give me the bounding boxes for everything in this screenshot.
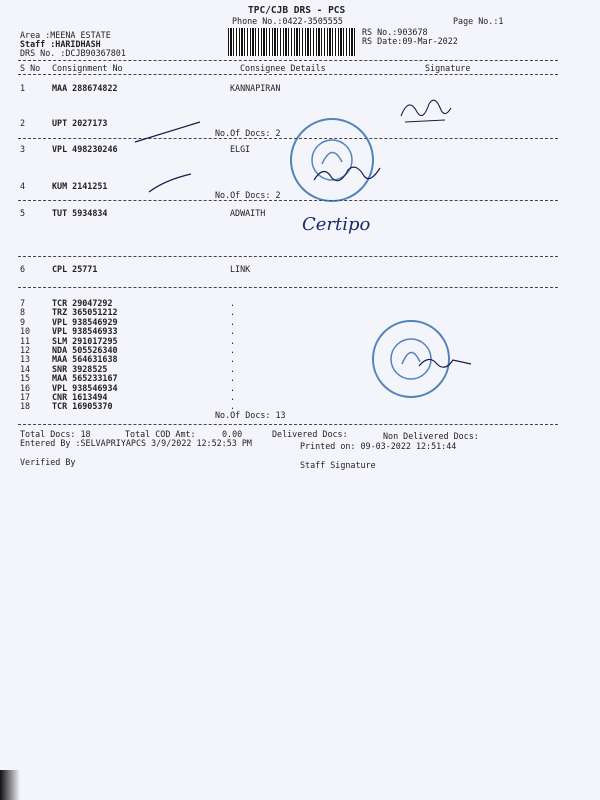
docs-count: No.Of Docs: 2 <box>215 128 281 138</box>
row-sno: 3 <box>20 144 26 154</box>
row-consignee: . <box>230 335 236 346</box>
pen-mark <box>130 118 210 148</box>
divider <box>18 74 558 75</box>
delivered-docs: Delivered Docs: <box>272 429 348 439</box>
column-consignment: Consignment No <box>52 63 123 73</box>
non-delivered-docs: Non Delivered Docs: <box>383 431 479 441</box>
row-consignment: TCR 16905370 <box>52 401 113 412</box>
row-consignment: TUT 5934834 <box>52 208 108 218</box>
row-sno: 4 <box>20 181 26 191</box>
entered-by: Entered By :SELVAPRIYAPCS 3/9/2022 12:52:53 PM <box>20 438 252 448</box>
row-consignee: . <box>230 345 236 355</box>
column-sno: S No <box>20 63 41 73</box>
total-docs: Total Docs: 18 <box>20 429 91 439</box>
divider <box>18 138 558 139</box>
docs-count: No.Of Docs: 13 <box>215 410 286 420</box>
row-sno: 13 <box>20 354 31 365</box>
row-consignment: SNR 3928525 <box>52 363 108 374</box>
document-title: TPC/CJB DRS - PCS <box>248 5 346 16</box>
row-consignment: VPL 938546933 <box>52 326 118 337</box>
row-consignment: VPL 938546929 <box>52 316 118 327</box>
row-consignment: MAA 564631638 <box>52 354 118 365</box>
row-sno: 10 <box>20 326 31 337</box>
row-consignee: . <box>230 307 236 318</box>
row-consignment: CNR 1613494 <box>52 392 108 402</box>
divider <box>18 287 558 288</box>
total-cod-label: Total COD Amt: <box>125 429 196 439</box>
row-consignee: . <box>230 401 236 412</box>
phone-number: Phone No.:0422-3505555 <box>232 16 343 26</box>
page-number: Page No.:1 <box>453 16 504 26</box>
row-consignment: CPL 25771 <box>52 264 98 274</box>
row-consignment: NDA 505526340 <box>52 345 118 355</box>
staff-signature: Staff Signature <box>300 460 376 470</box>
row-consignee: LINK <box>230 264 251 274</box>
row-consignee: . <box>230 373 236 384</box>
divider <box>18 424 558 425</box>
row-consignee: . <box>230 298 236 308</box>
pen-mark <box>145 170 195 198</box>
row-consignee: . <box>230 363 236 374</box>
divider <box>18 256 558 257</box>
row-consignee: . <box>230 354 236 365</box>
row-consignment: UPT 2027173 <box>52 118 108 128</box>
row-consignee: . <box>230 316 236 327</box>
row-sno: 1 <box>20 83 26 93</box>
column-consignee: Consignee Details <box>240 63 326 73</box>
row-sno: 7 <box>20 298 26 308</box>
handwritten-signature: Certipo <box>302 214 371 235</box>
row-sno: 18 <box>20 401 31 412</box>
row-sno: 6 <box>20 264 26 274</box>
verified-by: Verified By <box>20 457 76 467</box>
rs-number: RS No.:903678 <box>362 27 428 37</box>
row-consignment: MAA 565233167 <box>52 373 118 384</box>
row-sno: 14 <box>20 363 31 374</box>
signature-scribble <box>310 158 390 188</box>
row-consignee: ELGI <box>230 144 251 154</box>
signature-scribble <box>415 350 475 374</box>
row-consignee: . <box>230 382 236 393</box>
area-label: Area :MEENA ESTATE <box>20 30 111 40</box>
rs-date: RS Date:09-Mar-2022 <box>362 36 458 46</box>
row-consignee: . <box>230 326 236 337</box>
column-signature: Signature <box>425 63 471 73</box>
row-consignee: . <box>230 392 236 402</box>
row-sno: 8 <box>20 307 26 318</box>
divider <box>18 60 558 61</box>
docs-count: No.Of Docs: 2 <box>215 190 281 200</box>
signature-scribble <box>395 92 455 132</box>
row-consignment: TRZ 365051212 <box>52 307 118 318</box>
row-consignment: MAA 288674822 <box>52 83 118 93</box>
row-sno: 11 <box>20 335 31 346</box>
row-sno: 12 <box>20 345 31 355</box>
row-sno: 9 <box>20 316 26 327</box>
printed-on: Printed on: 09-03-2022 12:51:44 <box>300 441 457 451</box>
staff-label: Staff :HARIDHASH <box>20 39 101 49</box>
row-consignee: KANNAPIRAN <box>230 83 281 93</box>
row-sno: 17 <box>20 392 31 402</box>
barcode <box>228 28 356 56</box>
row-consignment: VPL 938546934 <box>52 382 118 393</box>
row-consignment: SLM 291017295 <box>52 335 118 346</box>
divider <box>18 200 558 201</box>
row-sno: 15 <box>20 373 31 384</box>
scan-edge <box>0 770 20 800</box>
row-consignment: KUM 2141251 <box>52 181 108 191</box>
total-cod-amount: 0.00 <box>222 429 243 439</box>
row-consignment: VPL 498230246 <box>52 144 118 154</box>
row-sno: 16 <box>20 382 31 393</box>
row-sno: 2 <box>20 118 26 128</box>
row-consignment: TCR 29047292 <box>52 298 113 308</box>
drs-number: DRS No. :DCJB90367801 <box>20 48 126 58</box>
row-sno: 5 <box>20 208 26 218</box>
row-consignee: ADWAITH <box>230 208 266 218</box>
